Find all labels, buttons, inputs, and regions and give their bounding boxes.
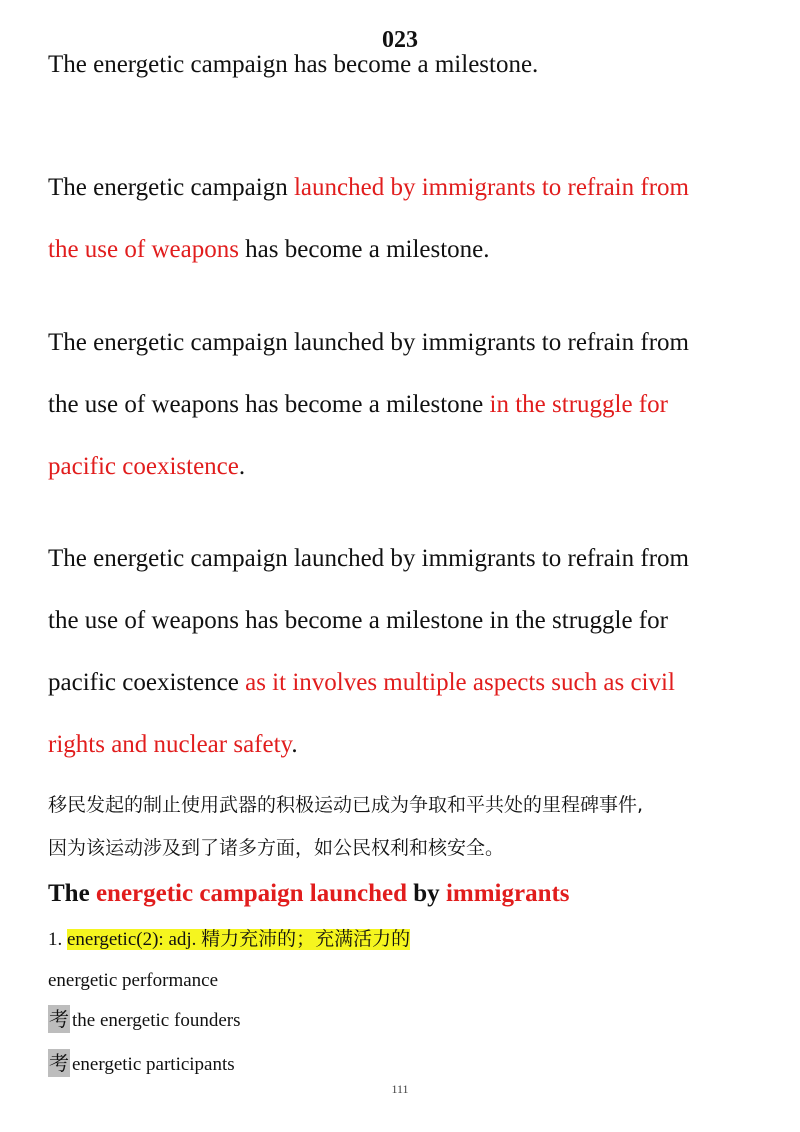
sentence-3-line-1 <box>48 327 760 359</box>
sentence-2-line-1 <box>48 172 760 204</box>
sentence-4-line-3 <box>48 667 760 699</box>
vocab-number: 1. <box>48 929 67 950</box>
vocab-word: energetic(2): adj. <box>67 929 202 950</box>
sentence-4-line-2 <box>48 605 760 637</box>
example-text: the energetic founders <box>72 1010 241 1031</box>
vocab-entry <box>48 926 410 953</box>
highlighted-phrase: launched by immigrants to refrain from <box>293 174 689 201</box>
heading-highlight: immigrants <box>445 880 570 907</box>
sentence-text: . <box>238 453 246 480</box>
sentence-3-line-2 <box>48 389 760 421</box>
vocab-meaning: 精力充沛的；充满活力的 <box>201 928 411 950</box>
page-title: 023 <box>382 27 418 53</box>
translation-line-1: 移民发起的制止使用武器的积极运动已成为争取和平共处的里程碑事件, <box>48 794 644 816</box>
sentence-text: the use of weapons has become a milestone <box>48 391 490 418</box>
example-item <box>48 967 218 995</box>
example-item <box>48 1005 240 1035</box>
heading-text: The <box>48 880 96 907</box>
heading-text: by <box>407 880 446 907</box>
translation-line-2: 因为该运动涉及到了诸多方面，如公民权利和核安全。 <box>48 837 505 859</box>
highlighted-phrase: rights and nuclear safety <box>48 731 292 758</box>
sentence-text: . <box>291 731 298 758</box>
sentence-2-line-2 <box>48 234 760 266</box>
heading-highlight: energetic campaign launched <box>95 880 408 907</box>
example-text: energetic participants <box>72 1054 235 1075</box>
vocab-definition <box>67 929 410 950</box>
sentence-4-line-4 <box>48 729 760 761</box>
phrase-heading <box>48 878 570 910</box>
sentence-text: pacific coexistence <box>48 669 246 696</box>
sentence-4-line-1 <box>48 543 760 575</box>
sentence-text: The energetic campaign <box>48 174 294 201</box>
sentence-1-line-1 <box>48 49 760 81</box>
sentence-text: The energetic campaign has become a milestone. <box>48 51 539 78</box>
exam-marker: 考 <box>49 1051 69 1075</box>
exam-marker: 考 <box>49 1007 69 1031</box>
highlighted-phrase: pacific coexistence <box>48 453 239 480</box>
page-number: 111 <box>391 1082 409 1096</box>
sentence-text: has become a milestone. <box>238 236 490 263</box>
highlighted-phrase: in the struggle for <box>489 391 668 418</box>
sentence-text: the use of weapons has become a milestone in the struggle for <box>48 607 668 634</box>
example-text: energetic performance <box>48 970 219 991</box>
sentence-3-line-3 <box>48 451 760 483</box>
sentence-text: The energetic campaign launched by immigrants to refrain from <box>48 329 689 356</box>
example-item <box>48 1049 235 1079</box>
highlighted-phrase: the use of weapons <box>48 236 239 263</box>
highlighted-phrase: as it involves multiple aspects such as civil <box>245 669 675 696</box>
sentence-text: The energetic campaign launched by immigrants to refrain from <box>48 545 689 572</box>
